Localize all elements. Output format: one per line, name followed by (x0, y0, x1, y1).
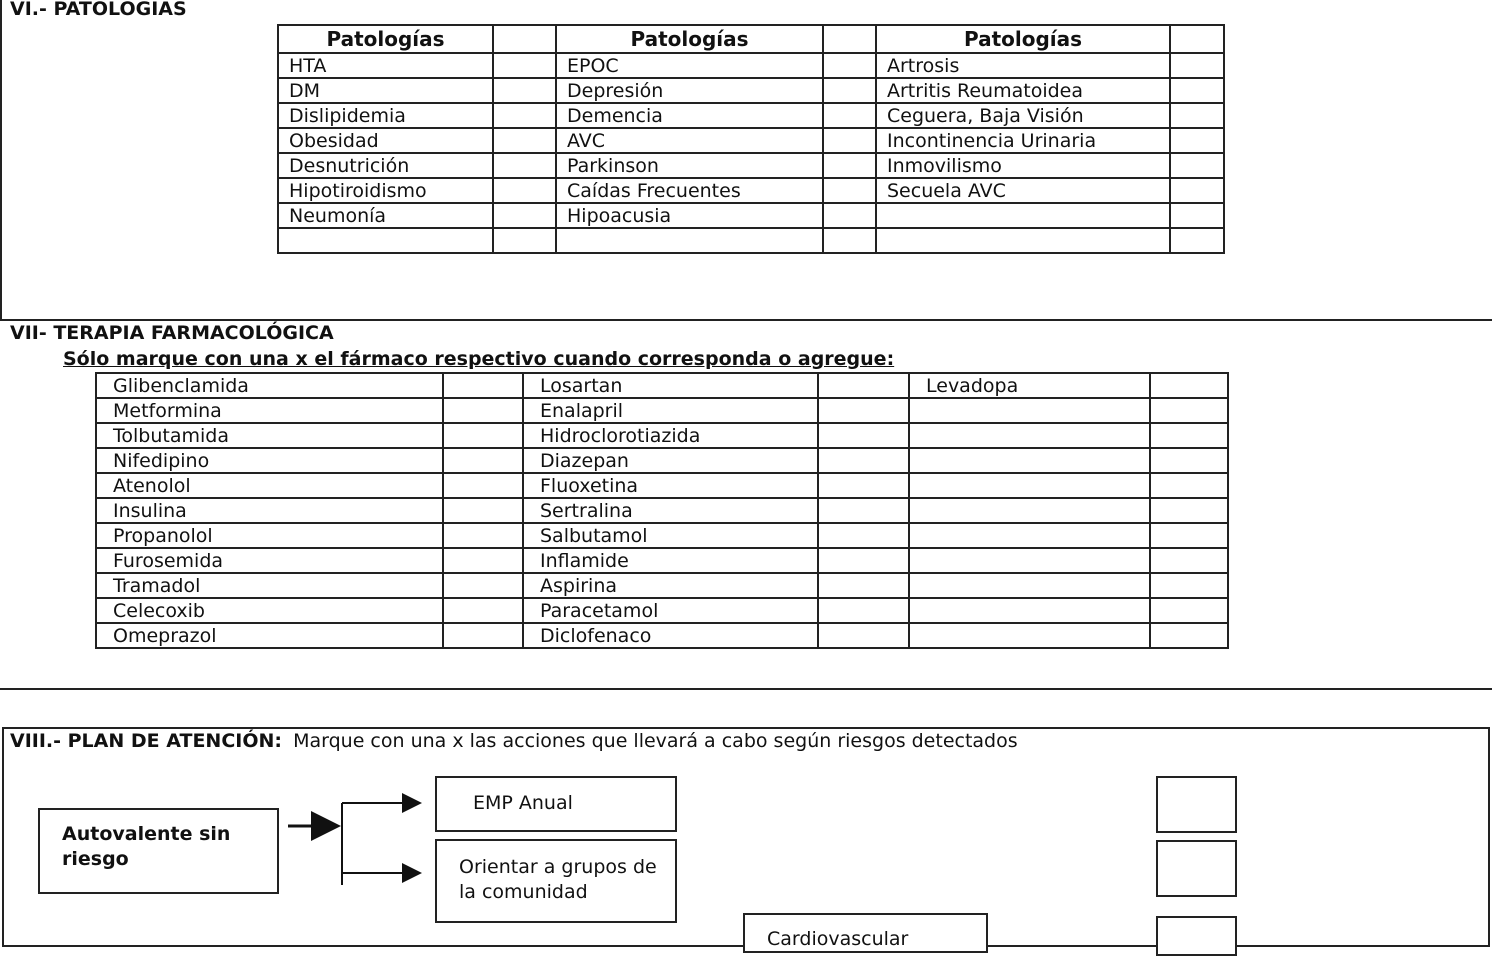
checkbox-header (1170, 25, 1224, 53)
item-checkbox[interactable] (823, 203, 876, 228)
item-label: Incontinencia Urinaria (876, 128, 1170, 153)
section-8-instruction: Marque con una x las acciones que llevará a cabo según riesgos detectados (293, 730, 1018, 752)
item-checkbox[interactable] (823, 178, 876, 203)
patologia-row (278, 53, 1224, 78)
item-checkbox[interactable] (443, 548, 523, 573)
item-label: Desnutrición (278, 153, 493, 178)
patologia-row (278, 103, 1224, 128)
category-label-line: Autovalente sin (62, 823, 231, 845)
item-label: EPOC (556, 53, 823, 78)
item-checkbox[interactable] (493, 203, 556, 228)
item-checkbox[interactable] (818, 498, 909, 523)
item-checkbox[interactable] (493, 228, 556, 253)
item-checkbox[interactable] (818, 448, 909, 473)
section-divider (0, 319, 1492, 321)
item-checkbox[interactable] (823, 53, 876, 78)
action-label: EMP Anual (473, 792, 573, 814)
item-checkbox[interactable] (818, 398, 909, 423)
farmaco-row (96, 398, 1228, 423)
farmaco-row (96, 373, 1228, 398)
item-label: Tolbutamida (96, 423, 443, 448)
action-label-line: la comunidad (459, 881, 588, 903)
item-checkbox[interactable] (818, 473, 909, 498)
patologia-row (278, 153, 1224, 178)
item-label: Inmovilismo (876, 153, 1170, 178)
item-checkbox[interactable] (1150, 523, 1228, 548)
item-checkbox[interactable] (493, 178, 556, 203)
item-label: Enalapril (523, 398, 818, 423)
patologia-row (278, 78, 1224, 103)
flow-arrows (280, 785, 430, 895)
item-label: Celecoxib (96, 598, 443, 623)
item-label (876, 228, 1170, 253)
item-label: Parkinson (556, 153, 823, 178)
item-label (909, 423, 1150, 448)
item-label: Hipoacusia (556, 203, 823, 228)
item-label: Demencia (556, 103, 823, 128)
item-checkbox[interactable] (1170, 78, 1224, 103)
item-label: Furosemida (96, 548, 443, 573)
item-checkbox[interactable] (493, 153, 556, 178)
item-checkbox[interactable] (443, 373, 523, 398)
farmaco-row (96, 573, 1228, 598)
farmaco-row (96, 498, 1228, 523)
patologia-row (278, 128, 1224, 153)
farmaco-row (96, 623, 1228, 648)
item-checkbox[interactable] (818, 373, 909, 398)
item-checkbox[interactable] (1150, 373, 1228, 398)
item-label (909, 473, 1150, 498)
item-label: Ceguera, Baja Visión (876, 103, 1170, 128)
item-checkbox[interactable] (443, 448, 523, 473)
patologias-table (277, 24, 1225, 254)
item-checkbox[interactable] (823, 228, 876, 253)
item-label: Metformina (96, 398, 443, 423)
item-label (556, 228, 823, 253)
category-label-line: riesgo (62, 848, 129, 870)
action-1-checkbox[interactable] (1156, 776, 1237, 833)
action-box-cardiovascular (743, 913, 988, 953)
item-checkbox[interactable] (1150, 398, 1228, 423)
item-label: Tramadol (96, 573, 443, 598)
item-checkbox[interactable] (1150, 548, 1228, 573)
item-label: Sertralina (523, 498, 818, 523)
item-label: Diclofenaco (523, 623, 818, 648)
item-checkbox[interactable] (1150, 598, 1228, 623)
item-label: Atenolol (96, 473, 443, 498)
item-label: Glibenclamida (96, 373, 443, 398)
item-label: DM (278, 78, 493, 103)
item-checkbox[interactable] (443, 598, 523, 623)
item-checkbox[interactable] (818, 623, 909, 648)
item-checkbox[interactable] (443, 523, 523, 548)
item-checkbox[interactable] (818, 548, 909, 573)
checkbox-header (823, 25, 876, 53)
item-checkbox[interactable] (823, 153, 876, 178)
item-checkbox[interactable] (823, 128, 876, 153)
item-label: Fluoxetina (523, 473, 818, 498)
page-left-border (0, 0, 2, 320)
item-checkbox[interactable] (493, 78, 556, 103)
item-label: Hipotiroidismo (278, 178, 493, 203)
item-checkbox[interactable] (493, 128, 556, 153)
item-checkbox[interactable] (1150, 423, 1228, 448)
item-checkbox[interactable] (443, 473, 523, 498)
category-box-autovalente (38, 808, 279, 894)
item-label: Salbutamol (523, 523, 818, 548)
item-label (909, 398, 1150, 423)
section-7-title: VII- TERAPIA FARMACOLÓGICA (10, 322, 334, 344)
item-checkbox[interactable] (443, 423, 523, 448)
item-label: Obesidad (278, 128, 493, 153)
item-checkbox[interactable] (1170, 53, 1224, 78)
item-label: Levadopa (909, 373, 1150, 398)
item-label (909, 523, 1150, 548)
patologia-row (278, 203, 1224, 228)
item-label (278, 228, 493, 253)
farmaco-row (96, 448, 1228, 473)
section-8-title: VIII.- PLAN DE ATENCIÓN: (10, 730, 282, 752)
item-checkbox[interactable] (818, 423, 909, 448)
item-checkbox[interactable] (1170, 153, 1224, 178)
item-label: Insulina (96, 498, 443, 523)
column-header: Patologías (876, 25, 1170, 53)
item-label: Nifedipino (96, 448, 443, 473)
item-label: Caídas Frecuentes (556, 178, 823, 203)
farmaco-row (96, 548, 1228, 573)
item-checkbox[interactable] (1150, 448, 1228, 473)
item-label: Losartan (523, 373, 818, 398)
farmaco-row (96, 473, 1228, 498)
item-checkbox[interactable] (818, 573, 909, 598)
item-label: Paracetamol (523, 598, 818, 623)
item-checkbox[interactable] (823, 103, 876, 128)
item-label: AVC (556, 128, 823, 153)
item-label: HTA (278, 53, 493, 78)
action-label: Cardiovascular (767, 928, 909, 950)
section-8-header (10, 730, 1018, 752)
section-6-title: VI.- PATOLOGIAS (10, 0, 187, 20)
column-header: Patologías (278, 25, 493, 53)
action-2-checkbox[interactable] (1156, 840, 1237, 897)
item-label: Artrosis (876, 53, 1170, 78)
action-box-orientar (435, 839, 677, 923)
farmacos-table (95, 372, 1229, 649)
item-checkbox[interactable] (443, 398, 523, 423)
item-label: Diazepan (523, 448, 818, 473)
action-3-checkbox[interactable] (1156, 916, 1237, 956)
item-label: Secuela AVC (876, 178, 1170, 203)
item-label: Dislipidemia (278, 103, 493, 128)
item-label (909, 623, 1150, 648)
item-label: Propanolol (96, 523, 443, 548)
item-label: Hidroclorotiazida (523, 423, 818, 448)
patologias-header-row (278, 25, 1224, 53)
item-checkbox[interactable] (1170, 203, 1224, 228)
item-checkbox[interactable] (818, 523, 909, 548)
checkbox-header (493, 25, 556, 53)
item-checkbox[interactable] (1170, 128, 1224, 153)
farmaco-row (96, 423, 1228, 448)
action-box-emp-anual (435, 776, 677, 832)
farmaco-row (96, 598, 1228, 623)
item-checkbox[interactable] (1150, 473, 1228, 498)
item-label: Inflamide (523, 548, 818, 573)
item-label: Aspirina (523, 573, 818, 598)
patologia-row (278, 178, 1224, 203)
item-checkbox[interactable] (443, 498, 523, 523)
item-label (909, 498, 1150, 523)
item-label: Depresión (556, 78, 823, 103)
section-divider (0, 688, 1492, 690)
item-checkbox[interactable] (1170, 228, 1224, 253)
item-label (909, 573, 1150, 598)
item-checkbox[interactable] (493, 53, 556, 78)
item-checkbox[interactable] (1170, 103, 1224, 128)
section-7-instruction: Sólo marque con una x el fármaco respectivo cuando corresponda o agregue: (63, 348, 895, 370)
farmaco-row (96, 523, 1228, 548)
item-checkbox[interactable] (823, 78, 876, 103)
item-label (909, 448, 1150, 473)
item-checkbox[interactable] (1150, 623, 1228, 648)
item-checkbox[interactable] (1170, 178, 1224, 203)
item-label: Neumonía (278, 203, 493, 228)
item-checkbox[interactable] (493, 103, 556, 128)
item-label (909, 548, 1150, 573)
item-label: Artritis Reumatoidea (876, 78, 1170, 103)
column-header: Patologías (556, 25, 823, 53)
action-label-line: Orientar a grupos de (459, 856, 657, 878)
item-checkbox[interactable] (1150, 498, 1228, 523)
patologia-row (278, 228, 1224, 253)
item-checkbox[interactable] (443, 623, 523, 648)
item-checkbox[interactable] (443, 573, 523, 598)
item-label (909, 598, 1150, 623)
item-checkbox[interactable] (1150, 573, 1228, 598)
item-label: Omeprazol (96, 623, 443, 648)
item-checkbox[interactable] (818, 598, 909, 623)
item-label (876, 203, 1170, 228)
